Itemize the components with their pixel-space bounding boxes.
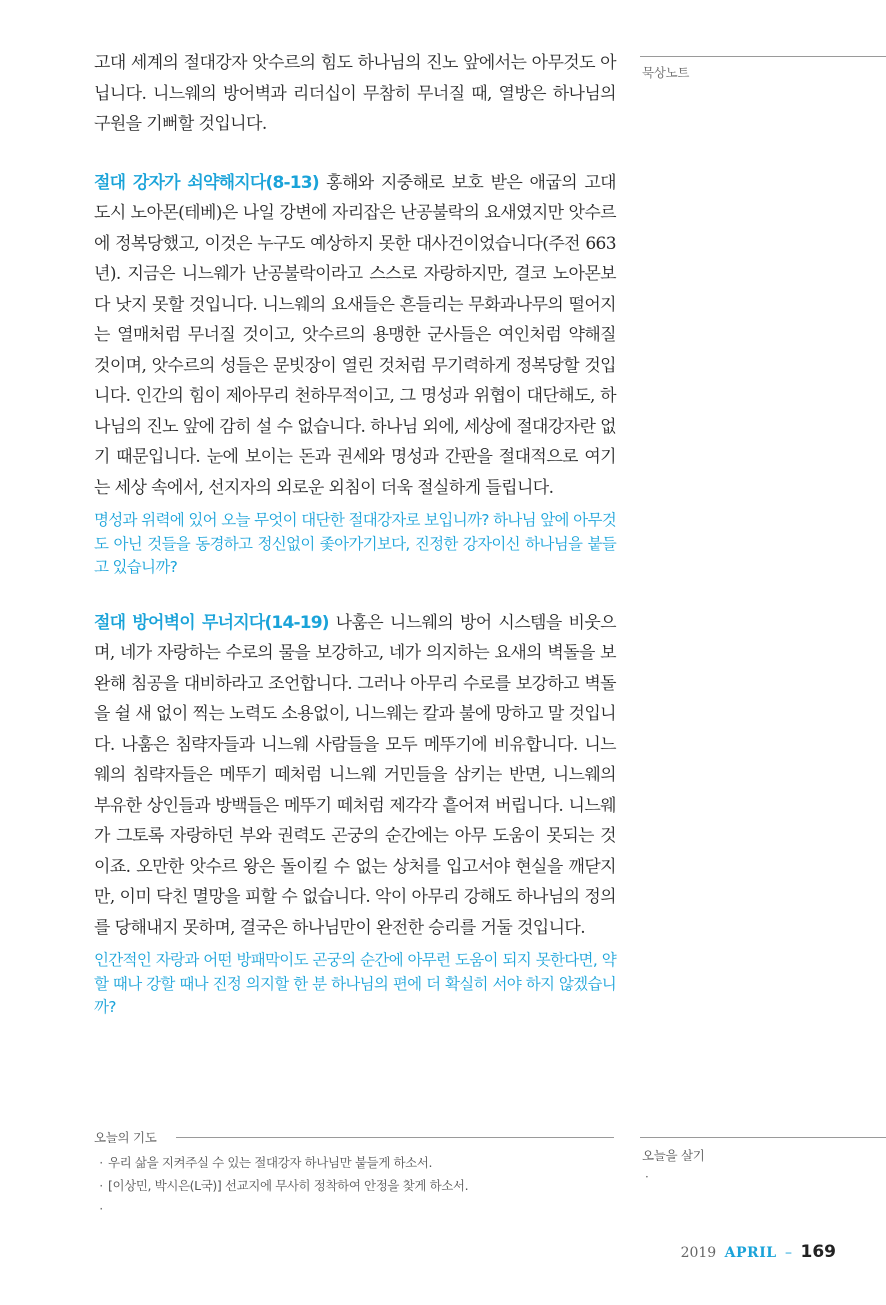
section-1 xyxy=(94,168,616,580)
prayer-item xyxy=(94,1199,468,1222)
section-1-body: 홍해와 지중해로 보호 받은 애굽의 고대 도시 노아몬(테베)은 나일 강변에 자리잡은 난공불락의 요새였지만 앗수르에 정복당했고, 이것은 누구도 예상하지 못한 대사건이었습니다(주전 663년). 지금은 니느웨가 난공불락이라고 스스로 자랑하지만, 결코 노아몬보다 낫지 못할 것입니다. 니느웨의 요새들은 흔들리는 무화과나무의 떨어지는 열매처럼 무너질 것이고, 앗수르의 용맹한 군사들은 여인처럼 약해질 것이며, 앗수르의 성들은 문빗장이 열린 것처럼 무기력하게 정복당할 것입니다. 인간의 힘이 제아무리 천하무적이고, 그 명성과 위협이 대단해도, 하나님의 진노 앞에 감히 설 수 없습니다. 하나님 외에, 세상에 절대강자란 없기 때문입니다. 눈에 보이는 돈과 권세와 명성과 간판을 절대적으로 여기는 세상 속에서, 선지자의 외로운 외침이 더욱 절실하게 들립니다. xyxy=(94,172,616,498)
sidebar-divider xyxy=(640,56,886,57)
bullet-icon: · xyxy=(99,1178,103,1193)
page-number: 169 xyxy=(800,1242,836,1262)
main-column xyxy=(94,48,616,1020)
footer-month: APRIL xyxy=(724,1245,777,1261)
prayer-label: 오늘의 기도 xyxy=(94,1130,157,1145)
prayer-item: · 우리 삶을 지켜주실 수 있는 절대강자 하나님만 붙들게 하소서. xyxy=(94,1153,468,1176)
intro-paragraph: 고대 세계의 절대강자 앗수르의 힘도 하나님의 진노 앞에서는 아무것도 아닙니다. 니느웨의 방어벽과 리더십이 무참히 무너질 때, 열방은 하나님의 구원을 기뻐할 것입니다. xyxy=(94,53,616,134)
prayer-list xyxy=(94,1153,468,1222)
section-1-question: 명성과 위력에 있어 오늘 무엇이 대단한 절대강자로 보입니까? 하나님 앞에 아무것도 아닌 것들을 동경하고 정신없이 좇아가기보다, 진정한 강자이신 하나님을 붙들고 있습니까? xyxy=(94,511,616,576)
footer-dash: – xyxy=(785,1245,793,1261)
bullet-icon: · xyxy=(99,1201,103,1216)
meditation-notes-title: 묵상노트 xyxy=(642,65,690,80)
section-1-heading: 절대 강자가 쇠약해지다(8-13) xyxy=(94,172,319,193)
prayer-item: · [이상민, 박시은(L국)] 선교지에 무사히 정착하여 안정을 찾게 하소서. xyxy=(94,1176,468,1199)
bullet-icon: · xyxy=(99,1155,103,1170)
footer-year: 2019 xyxy=(680,1245,717,1261)
live-divider xyxy=(640,1137,886,1138)
live-today-title: 오늘을 살기 xyxy=(642,1148,705,1163)
page-footer xyxy=(681,1242,836,1262)
section-1-paragraph xyxy=(94,168,616,504)
section-2-heading: 절대 방어벽이 무너지다(14-19) xyxy=(94,612,329,633)
section-2-paragraph xyxy=(94,608,616,944)
section-2-question: 인간적인 자랑과 어떤 방패막이도 곤궁의 순간에 아무런 도움이 되지 못한다면, 약할 때나 강할 때나 진정 의지할 한 분 하나님의 편에 더 확실히 서야 하지 않겠습니까? xyxy=(94,951,616,1016)
section-2 xyxy=(94,608,616,1020)
prayer-divider xyxy=(176,1137,614,1138)
section-2-body: 나훔은 니느웨의 방어 시스템을 비웃으며, 네가 자랑하는 수로의 물을 보강하고, 네가 의지하는 요새의 벽돌을 보완해 침공을 대비하라고 조언합니다. 그러나 아무리 수로를 보강하고 벽돌을 쉴 새 없이 찍는 노력도 소용없이, 니느웨는 칼과 불에 망하고 말 것입니다. 나훔은 침략자들과 니느웨 사람들을 모두 메뚜기에 비유합니다. 니느웨의 침략자들은 메뚜기 떼처럼 니느웨 거민들을 삼키는 반면, 니느웨의 부유한 상인들과 방백들은 메뚜기 떼처럼 제각각 흩어져 버립니다. 니느웨가 그토록 자랑하던 부와 권력도 곤궁의 순간에는 아무 도움이 못되는 것이죠. 오만한 앗수르 왕은 돌이킬 수 없는 상처를 입고서야 현실을 깨닫지만, 이미 닥친 멸망을 피할 수 없습니다. 악이 아무리 강해도 하나님의 정의를 당해내지 못하며, 결국은 하나님만이 완전한 승리를 거둘 것입니다. xyxy=(94,612,616,938)
bullet-icon: · xyxy=(645,1170,649,1184)
